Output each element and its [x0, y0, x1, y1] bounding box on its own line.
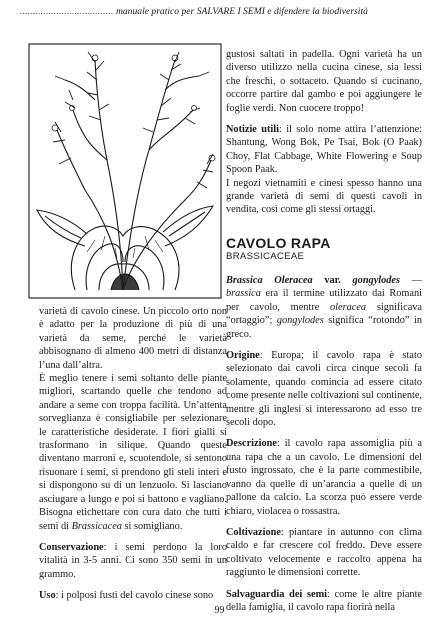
paragraph-salvaguardia: Salvaguardia dei semi: come le altre piante della famiglia, il cavolo rapa fiorirà nella: [226, 588, 422, 613]
paragraph-notizie: Notizie utili: il solo nome attira l’attenzione: Shantung, Wong Bok, Pe Tsai, Bok (O Paak) Choy, Flat Cabbage, White Flowering e Soup Spoon Paak.: [226, 124, 422, 176]
section-family: BRASSICACEAE: [226, 251, 305, 262]
label-conservazione: Conservazione: [39, 541, 104, 553]
section-title: CAVOLO RAPA: [226, 235, 331, 251]
paragraph: varietà di cavolo cinese. Un piccolo orto non è adatto per la produzione di più di una varietà da seme, perché le varietà abbisognano di almeno 400 metri di distanza l’una dall’altra.: [39, 306, 227, 371]
running-header: [20, 6, 432, 20]
cabbage-plant-illustration: [25, 40, 225, 302]
right-column-body: [226, 274, 422, 614]
paragraph-seed-selection: È meglio tenere i semi soltanto delle piante migliori, scartando quelle che tendono ad andare a seme con troppa facilità. Un’attenta sorveglianza è consigliabile per selezionare le caratteristiche desiderate. I fiori gialli si trasformano in silique. Quando queste diventano marroni e, scuotendole, si sentono risuonare i semi, si prendono gli steli interi e si dispongono su di un lenzuolo. Si lasciano asciugare a lungo e poi si battono e vagliano. Bisogna etichettare con cura dato che tutti i semi di Brassicacea si somigliano.: [39, 373, 227, 532]
left-column: [39, 305, 227, 603]
header-title: manuale pratico per SALVARE I SEMI e difendere la biodiversità: [115, 6, 368, 17]
label-notizie: Notizie utili: [226, 124, 279, 135]
label-descrizione: Descrizione: [226, 438, 277, 450]
label-uso: Uso: [39, 590, 56, 602]
label-origine: Origine: [226, 350, 260, 362]
right-column-top: [226, 48, 422, 115]
paragraph-intro: Brassica Oleracea var. gongylodes — brassica era il termine utilizzato dai Romani per cavolo, mentre oleracea significava “ortaggio”; gongylodes significa “rotondo” in greco.: [226, 275, 422, 340]
label-coltivazione: Coltivazione: [226, 526, 281, 538]
page-number: 99: [214, 605, 225, 616]
paragraph-coltivazione: Coltivazione: piantare in autunno con clima caldo e far crescere col freddo. Deve essere coltivato velocemente e raccolto appena ha raggiunto le dimensioni corrette.: [226, 526, 422, 579]
label-salvaguardia: Salvaguardia dei semi: [226, 588, 328, 600]
paragraph: gustosi saltati in padella. Ogni varietà ha un diverso utilizzo nella cucina cinese, sia lessi che freschi, o sottaceto. Quando si cucinano, occorre partire dal gambo e poi aggiungere le foglie verdi. Non cuocere troppo!: [226, 49, 422, 114]
right-column-notes: [226, 123, 422, 217]
paragraph-uso: Uso: i polposi fusti del cavolo cinese sono: [39, 590, 214, 602]
paragraph-origine: Origine: Europa; il cavolo rapa è stato selezionato dai cavoli circa cinque secoli fa solamente, quando comincia ad essere citato come presente nelle coltivazioni sul continente, mentre gli inglesi si interessarono ad esso tre secoli dopo.: [226, 350, 422, 429]
paragraph-negozi: I negozi vietnamiti e cinesi spesso hanno una grande varietà di semi di questi cavoli in vendita, così come gli stessi ortaggi.: [226, 177, 422, 216]
paragraph-descrizione: Descrizione: il cavolo rapa assomiglia più a una rapa che a un cavolo. Le dimensioni del fusto ingrossato, che è la parte commestibile, vanno da quelle di un’arancia a quelle di un pallone da calcio. La scorza può essere verde chiaro, violacea o rossastra.: [226, 438, 422, 517]
header-dots: ....................................: [20, 6, 114, 17]
paragraph-conservazione: Conservazione: i semi perdono la loro vitalità in 3-5 anni. Ci sono 350 semi in un grammo.: [39, 541, 227, 580]
